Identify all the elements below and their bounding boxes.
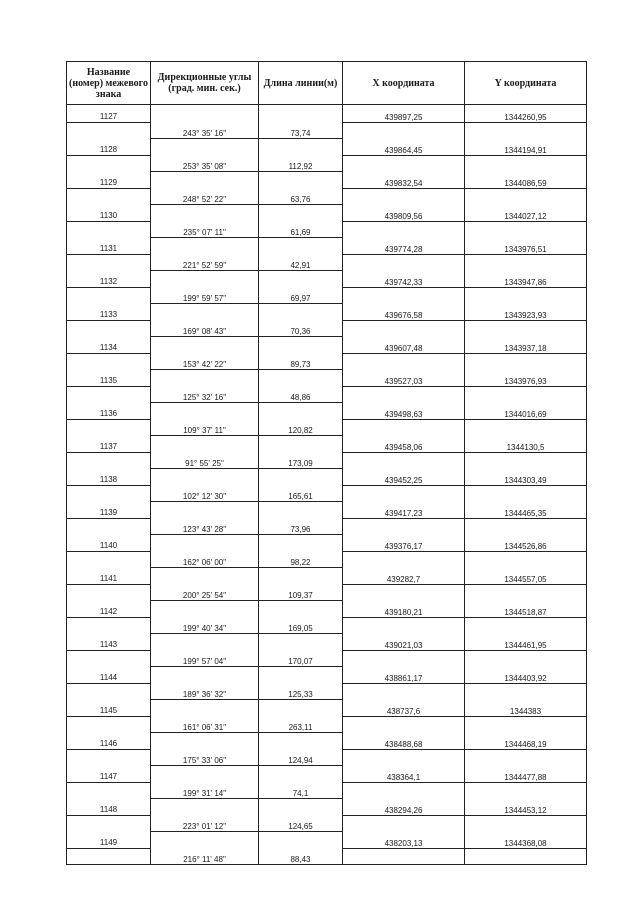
empty-cell: [67, 782, 151, 798]
empty-cell: [259, 435, 343, 452]
segment-row: [67, 320, 587, 336]
empty-cell: [151, 138, 259, 155]
empty-cell: [259, 402, 343, 419]
segment-row: [67, 221, 587, 237]
point-y: 1343976,93: [465, 369, 587, 386]
empty-cell: [465, 815, 587, 831]
segment-row: [67, 122, 587, 138]
point-row: [67, 501, 587, 518]
empty-cell: [343, 254, 465, 270]
empty-cell: [67, 716, 151, 732]
segment-angle: 109° 37' 11": [151, 419, 259, 435]
empty-cell: [465, 155, 587, 171]
point-y: 1343947,86: [465, 270, 587, 287]
empty-cell: [343, 221, 465, 237]
segment-length: 74,1: [259, 782, 343, 798]
empty-cell: [151, 270, 259, 287]
point-x: 439897,25: [343, 105, 465, 123]
empty-cell: [151, 765, 259, 782]
point-y: 1344526,86: [465, 534, 587, 551]
point-y: 1344383: [465, 699, 587, 716]
segment-length: 109,37: [259, 584, 343, 600]
segment-length: 170,07: [259, 650, 343, 666]
point-name: 1140: [67, 534, 151, 551]
empty-cell: [343, 188, 465, 204]
segment-angle: 221° 52' 59": [151, 254, 259, 270]
segment-angle: 223° 01' 12": [151, 815, 259, 831]
point-row: [67, 699, 587, 716]
segment-row: [67, 287, 587, 303]
empty-cell: [67, 485, 151, 501]
empty-cell: [259, 468, 343, 485]
segment-angle: 199° 57' 04": [151, 650, 259, 666]
empty-cell: [343, 320, 465, 336]
empty-cell: [465, 518, 587, 534]
empty-cell: [465, 188, 587, 204]
segment-angle: 216° 11' 48": [151, 848, 259, 865]
point-x: 438488,68: [343, 732, 465, 749]
empty-cell: [259, 138, 343, 155]
segment-row: [67, 155, 587, 171]
point-x: 439376,17: [343, 534, 465, 551]
empty-cell: [67, 452, 151, 468]
segment-length: 73,74: [259, 122, 343, 138]
header-x: X координата: [343, 62, 465, 105]
empty-cell: [259, 237, 343, 254]
empty-cell: [343, 815, 465, 831]
point-row: [67, 303, 587, 320]
point-name: 1133: [67, 303, 151, 320]
empty-cell: [343, 551, 465, 567]
empty-cell: [151, 171, 259, 188]
empty-cell: [67, 584, 151, 600]
empty-cell: [259, 633, 343, 650]
empty-cell: [343, 749, 465, 765]
empty-cell: [151, 699, 259, 716]
point-x: 439417,23: [343, 501, 465, 518]
point-row: [67, 633, 587, 650]
point-y: 1344130,5: [465, 435, 587, 452]
empty-cell: [343, 518, 465, 534]
segment-length: 69,97: [259, 287, 343, 303]
segment-angle: 248° 52' 22": [151, 188, 259, 204]
empty-cell: [259, 270, 343, 287]
segment-length: 165,61: [259, 485, 343, 501]
segment-length: 88,43: [259, 848, 343, 865]
point-name: 1141: [67, 567, 151, 584]
segment-length: 263,11: [259, 716, 343, 732]
segment-length: 124,94: [259, 749, 343, 765]
empty-cell: [151, 831, 259, 848]
segment-row: [67, 485, 587, 501]
empty-cell: [67, 188, 151, 204]
empty-cell: [259, 204, 343, 221]
empty-cell: [343, 353, 465, 369]
point-y: 1344461,95: [465, 633, 587, 650]
empty-cell: [259, 600, 343, 617]
segment-row: [67, 518, 587, 534]
segment-length: 173,09: [259, 452, 343, 468]
empty-cell: [343, 848, 465, 865]
empty-cell: [465, 848, 587, 865]
empty-cell: [67, 650, 151, 666]
point-x: 439458,06: [343, 435, 465, 452]
empty-cell: [151, 567, 259, 584]
point-x: 439832,54: [343, 171, 465, 188]
point-row: [67, 336, 587, 353]
segment-angle: 125° 32' 16": [151, 386, 259, 402]
empty-cell: [343, 782, 465, 798]
empty-cell: [151, 633, 259, 650]
segment-row: [67, 815, 587, 831]
header-name: Название (номер) межевого знака: [67, 62, 151, 105]
empty-cell: [67, 551, 151, 567]
point-name: 1135: [67, 369, 151, 386]
point-x: 439676,58: [343, 303, 465, 320]
point-y: 1344086,59: [465, 171, 587, 188]
point-y: 1344465,35: [465, 501, 587, 518]
point-x: 439527,03: [343, 369, 465, 386]
empty-cell: [343, 155, 465, 171]
point-name: 1149: [67, 831, 151, 848]
point-name: 1144: [67, 666, 151, 683]
point-x: 438294,26: [343, 798, 465, 815]
empty-cell: [465, 683, 587, 699]
empty-cell: [151, 732, 259, 749]
empty-cell: [67, 749, 151, 765]
header-angle: Дирекционные углы (град. мин. сек.): [151, 62, 259, 105]
segment-angle: 200° 25' 54": [151, 584, 259, 600]
segment-row: [67, 386, 587, 402]
empty-cell: [151, 237, 259, 254]
point-name: 1127: [67, 105, 151, 123]
point-row: [67, 204, 587, 221]
point-x: 439607,48: [343, 336, 465, 353]
point-row: [67, 138, 587, 155]
point-y: 1344368,08: [465, 831, 587, 848]
empty-cell: [259, 105, 343, 123]
point-x: 438364,1: [343, 765, 465, 782]
segment-length: 120,82: [259, 419, 343, 435]
point-row: [67, 534, 587, 551]
empty-cell: [67, 683, 151, 699]
empty-cell: [259, 567, 343, 584]
segment-row: [67, 716, 587, 732]
point-name: 1145: [67, 699, 151, 716]
segment-angle: 162° 06' 00": [151, 551, 259, 567]
point-name: 1139: [67, 501, 151, 518]
point-name: 1142: [67, 600, 151, 617]
point-row: [67, 435, 587, 452]
empty-cell: [259, 765, 343, 782]
segment-row: [67, 617, 587, 633]
point-x: 439809,56: [343, 204, 465, 221]
empty-cell: [151, 369, 259, 386]
empty-cell: [343, 617, 465, 633]
empty-cell: [151, 666, 259, 683]
empty-cell: [259, 732, 343, 749]
empty-cell: [259, 831, 343, 848]
segment-angle: 199° 31' 14": [151, 782, 259, 798]
point-x: 439742,33: [343, 270, 465, 287]
point-name: 1138: [67, 468, 151, 485]
point-x: 438203,13: [343, 831, 465, 848]
segment-angle: 169° 08' 43": [151, 320, 259, 336]
segment-row: [67, 254, 587, 270]
point-x: 439282,7: [343, 567, 465, 584]
empty-cell: [67, 221, 151, 237]
segment-length: 124,65: [259, 815, 343, 831]
empty-cell: [151, 798, 259, 815]
point-y: 1344303,49: [465, 468, 587, 485]
empty-cell: [465, 386, 587, 402]
segment-angle: 253° 35' 08": [151, 155, 259, 171]
empty-cell: [343, 716, 465, 732]
empty-cell: [151, 204, 259, 221]
empty-cell: [343, 683, 465, 699]
empty-cell: [67, 122, 151, 138]
empty-cell: [465, 221, 587, 237]
segment-length: 48,86: [259, 386, 343, 402]
empty-cell: [259, 171, 343, 188]
segment-length: 125,33: [259, 683, 343, 699]
point-name: 1128: [67, 138, 151, 155]
point-y: 1344260,95: [465, 105, 587, 123]
point-row: [67, 600, 587, 617]
empty-cell: [67, 617, 151, 633]
empty-cell: [465, 584, 587, 600]
empty-cell: [465, 716, 587, 732]
empty-cell: [465, 551, 587, 567]
point-row: [67, 567, 587, 584]
empty-cell: [67, 386, 151, 402]
segment-angle: 91° 55' 25": [151, 452, 259, 468]
segment-length: 98,22: [259, 551, 343, 567]
point-x: 439452,25: [343, 468, 465, 485]
segment-length: 61,69: [259, 221, 343, 237]
point-row: [67, 270, 587, 287]
empty-cell: [151, 435, 259, 452]
point-row: [67, 171, 587, 188]
empty-cell: [259, 666, 343, 683]
segment-angle: 102° 12' 30": [151, 485, 259, 501]
point-y: 1344027,12: [465, 204, 587, 221]
empty-cell: [151, 468, 259, 485]
point-y: 1343976,51: [465, 237, 587, 254]
empty-cell: [465, 617, 587, 633]
empty-cell: [67, 518, 151, 534]
segment-length: 63,76: [259, 188, 343, 204]
segment-angle: 235° 07' 11": [151, 221, 259, 237]
point-y: 1344016,69: [465, 402, 587, 419]
empty-cell: [67, 287, 151, 303]
point-y: 1344468,19: [465, 732, 587, 749]
segment-row: [67, 782, 587, 798]
point-x: 439774,28: [343, 237, 465, 254]
point-row: [67, 732, 587, 749]
point-row: [67, 369, 587, 386]
empty-cell: [67, 353, 151, 369]
segment-angle: 199° 40' 34": [151, 617, 259, 633]
segment-angle: 199° 59' 57": [151, 287, 259, 303]
empty-cell: [465, 782, 587, 798]
point-name: 1136: [67, 402, 151, 419]
segment-angle: 175° 33' 06": [151, 749, 259, 765]
empty-cell: [259, 369, 343, 386]
header-length: Длина линии(м): [259, 62, 343, 105]
empty-cell: [67, 419, 151, 435]
point-y: 1344403,92: [465, 666, 587, 683]
segment-row: [67, 419, 587, 435]
segment-length: 89,73: [259, 353, 343, 369]
empty-cell: [465, 353, 587, 369]
point-x: 439864,45: [343, 138, 465, 155]
empty-cell: [465, 650, 587, 666]
point-row: [67, 402, 587, 419]
point-y: 1344477,88: [465, 765, 587, 782]
empty-cell: [151, 336, 259, 353]
point-name: 1131: [67, 237, 151, 254]
empty-cell: [259, 501, 343, 518]
empty-cell: [465, 485, 587, 501]
empty-cell: [67, 254, 151, 270]
segment-length: 42,91: [259, 254, 343, 270]
empty-cell: [259, 798, 343, 815]
empty-cell: [465, 254, 587, 270]
empty-cell: [465, 287, 587, 303]
point-row: [67, 798, 587, 815]
point-row: [67, 831, 587, 848]
point-y: 1344518,87: [465, 600, 587, 617]
segment-length: 70,36: [259, 320, 343, 336]
empty-cell: [67, 848, 151, 865]
empty-cell: [151, 402, 259, 419]
segment-row: [67, 452, 587, 468]
point-row: [67, 765, 587, 782]
point-name: 1137: [67, 435, 151, 452]
point-name: 1143: [67, 633, 151, 650]
segment-row: [67, 650, 587, 666]
segment-row: [67, 584, 587, 600]
segment-length: 73,96: [259, 518, 343, 534]
empty-cell: [151, 105, 259, 123]
empty-cell: [343, 419, 465, 435]
empty-cell: [151, 303, 259, 320]
point-x: 439021,03: [343, 633, 465, 650]
segment-angle: 161° 06' 31": [151, 716, 259, 732]
empty-cell: [67, 320, 151, 336]
point-name: 1132: [67, 270, 151, 287]
empty-cell: [259, 699, 343, 716]
segment-row: [67, 683, 587, 699]
empty-cell: [67, 155, 151, 171]
point-x: 438737,6: [343, 699, 465, 716]
empty-cell: [343, 584, 465, 600]
point-x: 439498,63: [343, 402, 465, 419]
table-body: [67, 105, 587, 865]
segment-angle: 153° 42' 22": [151, 353, 259, 369]
empty-cell: [343, 386, 465, 402]
point-y: 1344194,91: [465, 138, 587, 155]
empty-cell: [259, 534, 343, 551]
point-row: [67, 468, 587, 485]
empty-cell: [151, 534, 259, 551]
point-name: 1147: [67, 765, 151, 782]
point-row: [67, 237, 587, 254]
empty-cell: [67, 815, 151, 831]
coordinates-table: [66, 61, 587, 865]
empty-cell: [343, 287, 465, 303]
segment-length: 169,05: [259, 617, 343, 633]
segment-angle: 123° 43' 28": [151, 518, 259, 534]
header-y: Y координата: [465, 62, 587, 105]
empty-cell: [151, 600, 259, 617]
empty-cell: [343, 452, 465, 468]
empty-cell: [343, 122, 465, 138]
point-name: 1134: [67, 336, 151, 353]
point-name: 1148: [67, 798, 151, 815]
empty-cell: [465, 749, 587, 765]
point-y: 1343923,93: [465, 303, 587, 320]
point-x: 438861,17: [343, 666, 465, 683]
segment-row: [67, 749, 587, 765]
empty-cell: [343, 650, 465, 666]
segment-row: [67, 188, 587, 204]
empty-cell: [343, 485, 465, 501]
segment-row: [67, 551, 587, 567]
segment-length: 112,92: [259, 155, 343, 171]
empty-cell: [465, 122, 587, 138]
point-x: 439180,21: [343, 600, 465, 617]
segment-row: [67, 353, 587, 369]
table-header-row: [67, 62, 587, 105]
segment-angle: 189° 36' 32": [151, 683, 259, 699]
point-y: 1343937,18: [465, 336, 587, 353]
point-row: [67, 105, 587, 123]
empty-cell: [465, 419, 587, 435]
empty-cell: [259, 336, 343, 353]
empty-cell: [465, 320, 587, 336]
point-row: [67, 666, 587, 683]
point-y: 1344453,12: [465, 798, 587, 815]
empty-cell: [465, 452, 587, 468]
empty-cell: [259, 303, 343, 320]
point-name: 1130: [67, 204, 151, 221]
point-name: 1146: [67, 732, 151, 749]
segment-angle: 243° 35' 16": [151, 122, 259, 138]
segment-row: [67, 848, 587, 865]
point-name: 1129: [67, 171, 151, 188]
empty-cell: [151, 501, 259, 518]
point-y: 1344557,05: [465, 567, 587, 584]
